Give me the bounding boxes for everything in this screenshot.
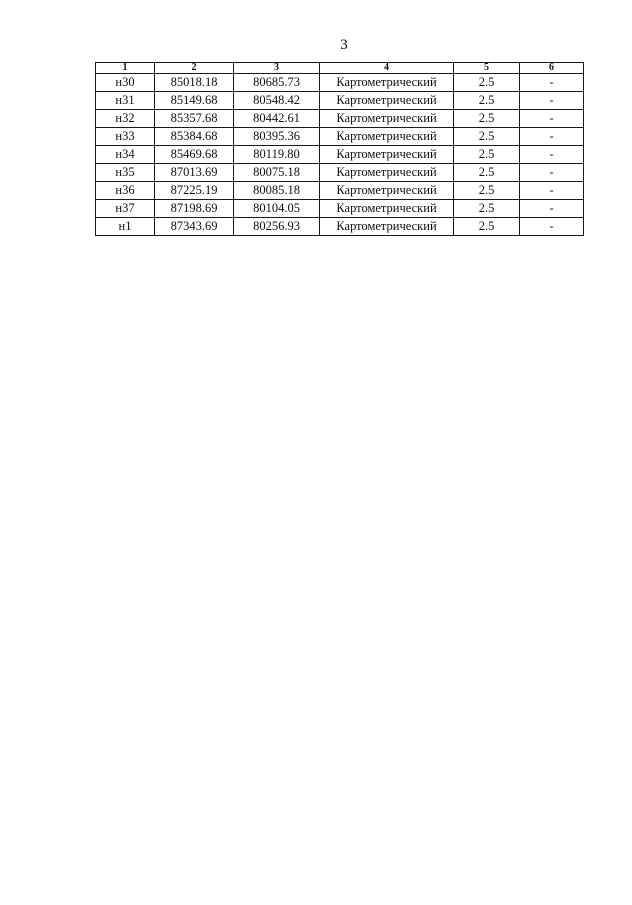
description-cell: - bbox=[520, 128, 584, 146]
accuracy-cell: 2.5 bbox=[454, 92, 520, 110]
column-header: 4 bbox=[320, 63, 454, 74]
table-row bbox=[96, 218, 584, 236]
y-coordinate-cell: 80395.36 bbox=[234, 128, 320, 146]
x-coordinate-cell: 85018.18 bbox=[155, 74, 234, 92]
method-cell: Картометрический bbox=[320, 164, 454, 182]
method-cell: Картометрический bbox=[320, 146, 454, 164]
point-id-cell: н1 bbox=[96, 218, 155, 236]
y-coordinate-cell: 80085.18 bbox=[234, 182, 320, 200]
accuracy-cell: 2.5 bbox=[454, 74, 520, 92]
point-id-cell: н30 bbox=[96, 74, 155, 92]
column-header: 5 bbox=[454, 63, 520, 74]
y-coordinate-cell: 80685.73 bbox=[234, 74, 320, 92]
y-coordinate-cell: 80548.42 bbox=[234, 92, 320, 110]
method-cell: Картометрический bbox=[320, 110, 454, 128]
method-cell: Картометрический bbox=[320, 92, 454, 110]
point-id-cell: н33 bbox=[96, 128, 155, 146]
table-header-row bbox=[96, 63, 584, 74]
page-number: 3 bbox=[340, 37, 348, 53]
y-coordinate-cell: 80442.61 bbox=[234, 110, 320, 128]
y-coordinate-cell: 80104.05 bbox=[234, 200, 320, 218]
description-cell: - bbox=[520, 182, 584, 200]
column-header: 6 bbox=[520, 63, 584, 74]
description-cell: - bbox=[520, 92, 584, 110]
method-cell: Картометрический bbox=[320, 182, 454, 200]
x-coordinate-cell: 87013.69 bbox=[155, 164, 234, 182]
accuracy-cell: 2.5 bbox=[454, 146, 520, 164]
table-row bbox=[96, 200, 584, 218]
coordinates-table bbox=[95, 62, 584, 236]
point-id-cell: н36 bbox=[96, 182, 155, 200]
table-row bbox=[96, 128, 584, 146]
x-coordinate-cell: 85149.68 bbox=[155, 92, 234, 110]
column-header: 2 bbox=[155, 63, 234, 74]
description-cell: - bbox=[520, 146, 584, 164]
column-header: 1 bbox=[96, 63, 155, 74]
point-id-cell: н32 bbox=[96, 110, 155, 128]
method-cell: Картометрический bbox=[320, 128, 454, 146]
accuracy-cell: 2.5 bbox=[454, 200, 520, 218]
method-cell: Картометрический bbox=[320, 218, 454, 236]
point-id-cell: н37 bbox=[96, 200, 155, 218]
point-id-cell: н35 bbox=[96, 164, 155, 182]
description-cell: - bbox=[520, 200, 584, 218]
description-cell: - bbox=[520, 218, 584, 236]
y-coordinate-cell: 80256.93 bbox=[234, 218, 320, 236]
table-body bbox=[96, 74, 584, 236]
x-coordinate-cell: 85384.68 bbox=[155, 128, 234, 146]
description-cell: - bbox=[520, 110, 584, 128]
y-coordinate-cell: 80075.18 bbox=[234, 164, 320, 182]
accuracy-cell: 2.5 bbox=[454, 128, 520, 146]
table-row bbox=[96, 164, 584, 182]
description-cell: - bbox=[520, 74, 584, 92]
description-cell: - bbox=[520, 164, 584, 182]
point-id-cell: н34 bbox=[96, 146, 155, 164]
accuracy-cell: 2.5 bbox=[454, 218, 520, 236]
x-coordinate-cell: 87198.69 bbox=[155, 200, 234, 218]
x-coordinate-cell: 85469.68 bbox=[155, 146, 234, 164]
x-coordinate-cell: 87225.19 bbox=[155, 182, 234, 200]
point-id-cell: н31 bbox=[96, 92, 155, 110]
column-header: 3 bbox=[234, 63, 320, 74]
method-cell: Картометрический bbox=[320, 74, 454, 92]
x-coordinate-cell: 87343.69 bbox=[155, 218, 234, 236]
table-row bbox=[96, 182, 584, 200]
y-coordinate-cell: 80119.80 bbox=[234, 146, 320, 164]
table-row bbox=[96, 146, 584, 164]
accuracy-cell: 2.5 bbox=[454, 164, 520, 182]
accuracy-cell: 2.5 bbox=[454, 110, 520, 128]
table-row bbox=[96, 92, 584, 110]
table-row bbox=[96, 110, 584, 128]
x-coordinate-cell: 85357.68 bbox=[155, 110, 234, 128]
accuracy-cell: 2.5 bbox=[454, 182, 520, 200]
method-cell: Картометрический bbox=[320, 200, 454, 218]
table-row bbox=[96, 74, 584, 92]
